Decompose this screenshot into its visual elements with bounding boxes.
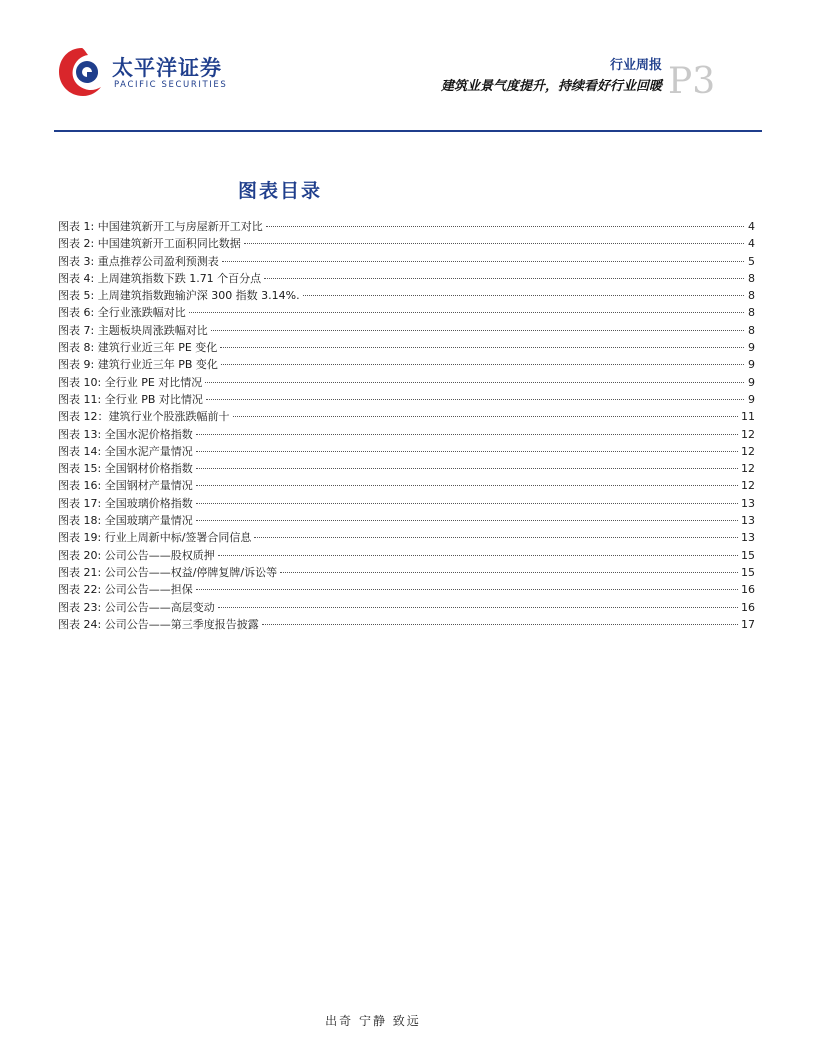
dot-leader bbox=[206, 399, 744, 400]
toc-entry-page: 13 bbox=[741, 531, 755, 545]
toc-entry-page: 12 bbox=[741, 462, 755, 476]
header-divider bbox=[54, 130, 762, 132]
toc-entry[interactable] bbox=[58, 426, 755, 443]
toc-entry-page: 9 bbox=[748, 392, 755, 406]
toc-entry[interactable] bbox=[58, 391, 755, 408]
toc-entry-page: 12 bbox=[741, 479, 755, 493]
dot-leader bbox=[233, 416, 739, 417]
toc-entry-label: 图表 10: 全行业 PE 对比情况 bbox=[58, 375, 203, 389]
toc-entry-label: 图表 6: 全行业涨跌幅对比 bbox=[58, 306, 186, 320]
dot-leader bbox=[196, 589, 738, 590]
toc-entry-page: 8 bbox=[748, 271, 755, 285]
toc-entry-label: 图表 24: 公司公告——第三季度报告披露 bbox=[58, 617, 259, 631]
toc-entry-page: 12 bbox=[741, 444, 755, 458]
toc-entry-page: 9 bbox=[748, 341, 755, 355]
toc-entry[interactable] bbox=[58, 287, 755, 304]
dot-leader bbox=[244, 243, 744, 244]
toc-entry-page: 9 bbox=[748, 375, 755, 389]
toc-entry-label: 图表 18: 全国玻璃产量情况 bbox=[58, 514, 193, 528]
toc-entry-label: 图表 1: 中国建筑新开工与房屋新开工对比 bbox=[58, 220, 263, 233]
dot-leader bbox=[266, 226, 744, 227]
dot-leader bbox=[262, 624, 738, 625]
report-category: 行业周报 bbox=[609, 58, 662, 73]
toc-entry-page: 4 bbox=[748, 220, 755, 233]
toc-entry[interactable] bbox=[58, 495, 755, 512]
toc-entry-page: 17 bbox=[741, 617, 755, 631]
toc-entry[interactable] bbox=[58, 322, 755, 339]
dot-leader bbox=[222, 261, 744, 262]
toc-entry-page: 15 bbox=[741, 548, 755, 562]
toc-entry[interactable] bbox=[58, 253, 755, 270]
dot-leader bbox=[196, 434, 738, 435]
dot-leader bbox=[218, 607, 738, 608]
toc-entry[interactable] bbox=[58, 529, 755, 546]
toc-entry[interactable] bbox=[58, 270, 755, 287]
dot-leader bbox=[205, 382, 744, 383]
toc-entry-page: 15 bbox=[741, 565, 755, 579]
toc-entry-page: 16 bbox=[741, 583, 755, 597]
toc-entry-label: 图表 9: 建筑行业近三年 PB 变化 bbox=[58, 358, 218, 372]
toc-entry-page: 5 bbox=[748, 254, 755, 268]
pacific-securities-logo-icon bbox=[56, 44, 108, 100]
dot-leader bbox=[189, 312, 744, 313]
toc-entry-page: 11 bbox=[741, 410, 755, 424]
toc-entry-label: 图表 15: 全国钢材价格指数 bbox=[58, 462, 193, 476]
dot-leader bbox=[254, 537, 738, 538]
dot-leader bbox=[303, 295, 744, 296]
toc-entry-label: 图表 12：建筑行业个股涨跌幅前十 bbox=[58, 410, 230, 424]
toc-entry-label: 图表 8: 建筑行业近三年 PE 变化 bbox=[58, 341, 218, 355]
dot-leader bbox=[280, 572, 738, 573]
toc-entry-page: 8 bbox=[748, 306, 755, 320]
toc-entry-label: 图表 7: 主题板块周涨跌幅对比 bbox=[58, 323, 208, 337]
toc-entry-label: 图表 20: 公司公告——股权质押 bbox=[58, 548, 215, 562]
dot-leader bbox=[196, 468, 738, 469]
toc-entry-page: 9 bbox=[748, 358, 755, 372]
toc-entry[interactable] bbox=[58, 408, 755, 425]
toc-entry-label: 图表 13: 全国水泥价格指数 bbox=[58, 427, 193, 441]
toc-entry-label: 图表 17: 全国玻璃价格指数 bbox=[58, 496, 193, 510]
toc-entry-label: 图表 5: 上周建筑指数跑输沪深 300 指数 3.14%. bbox=[58, 289, 300, 303]
toc-entry-page: 8 bbox=[748, 289, 755, 303]
toc-entry[interactable] bbox=[58, 218, 755, 235]
toc-entry-label: 图表 22: 公司公告——担保 bbox=[58, 583, 193, 597]
table-of-figures bbox=[58, 218, 755, 633]
toc-entry-label: 图表 19: 行业上周新中标/签署合同信息 bbox=[58, 531, 252, 545]
toc-entry-label: 图表 3: 重点推荐公司盈利预测表 bbox=[58, 254, 219, 268]
toc-entry[interactable] bbox=[58, 477, 755, 494]
toc-entry-page: 13 bbox=[741, 514, 755, 528]
toc-entry-page: 16 bbox=[741, 600, 755, 614]
dot-leader bbox=[221, 364, 744, 365]
toc-entry[interactable] bbox=[58, 304, 755, 321]
toc-entry-label: 图表 4: 上周建筑指数下跌 1.71 个百分点 bbox=[58, 271, 262, 285]
toc-entry-page: 13 bbox=[741, 496, 755, 510]
toc-entry[interactable] bbox=[58, 443, 755, 460]
toc-entry-label: 图表 11: 全行业 PB 对比情况 bbox=[58, 392, 203, 406]
toc-entry-page: 12 bbox=[741, 427, 755, 441]
dot-leader bbox=[196, 485, 738, 486]
dot-leader bbox=[196, 520, 738, 521]
toc-entry-page: 8 bbox=[748, 323, 755, 337]
dot-leader bbox=[218, 555, 738, 556]
toc-entry[interactable] bbox=[58, 235, 755, 252]
logo-chinese-name: 太平洋证券 bbox=[112, 56, 222, 80]
dot-leader bbox=[196, 451, 738, 452]
dot-leader bbox=[220, 347, 744, 348]
logo-english-name: PACIFIC SECURITIES bbox=[114, 80, 228, 90]
report-title: 建筑业景气度提升，持续看好行业回暖 bbox=[440, 79, 662, 94]
toc-entry[interactable] bbox=[58, 616, 755, 633]
toc-entry[interactable] bbox=[58, 599, 755, 616]
toc-entry-label: 图表 16: 全国钢材产量情况 bbox=[58, 479, 193, 493]
toc-entry[interactable] bbox=[58, 564, 755, 581]
toc-entry[interactable] bbox=[58, 460, 755, 477]
toc-heading: 图表目录 bbox=[237, 180, 322, 202]
toc-entry[interactable] bbox=[58, 374, 755, 391]
toc-entry-label: 图表 23: 公司公告——高层变动 bbox=[58, 600, 215, 614]
company-logo bbox=[56, 44, 226, 104]
toc-entry-label: 图表 14: 全国水泥产量情况 bbox=[58, 444, 193, 458]
toc-entry[interactable] bbox=[58, 581, 755, 598]
dot-leader bbox=[264, 278, 744, 279]
toc-entry[interactable] bbox=[58, 547, 755, 564]
toc-entry-page: 4 bbox=[748, 237, 755, 251]
toc-entry[interactable] bbox=[58, 356, 755, 373]
footer-slogan: 出奇 宁静 致远 bbox=[325, 1014, 421, 1028]
dot-leader bbox=[211, 330, 744, 331]
toc-entry-label: 图表 2: 中国建筑新开工面积同比数据 bbox=[58, 237, 241, 251]
page-number: P3 bbox=[668, 61, 716, 102]
toc-entry-label: 图表 21: 公司公告——权益/停牌复牌/诉讼等 bbox=[58, 565, 278, 579]
dot-leader bbox=[196, 503, 738, 504]
toc-entry[interactable] bbox=[58, 512, 755, 529]
toc-entry[interactable] bbox=[58, 339, 755, 356]
